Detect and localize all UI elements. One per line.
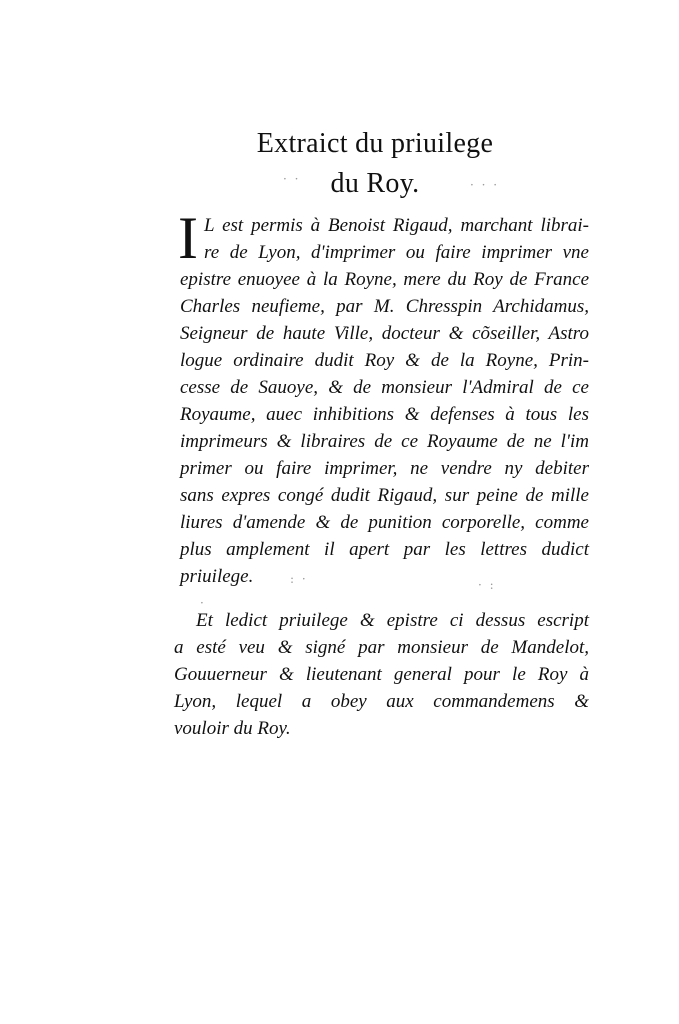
text-line: imprimeurs & libraires de ce Royaume de ne l'im (180, 431, 589, 452)
text-line: re de Lyon, d'imprimer ou faire imprimer vne (204, 242, 589, 263)
text-line: plus amplement il apert par les lettres dudict (180, 539, 589, 560)
ink-speck: · : (478, 578, 496, 592)
page-title: Extraict du priuilege (256, 128, 494, 159)
text-line: logue ordinaire dudit Roy & de la Royne, Prin- (180, 350, 589, 371)
text-line: Et ledict priuilege & epistre ci dessus escript (196, 610, 589, 631)
text-line: a esté veu & signé par monsieur de Mandelot, (174, 637, 589, 658)
ink-speck: · · · (470, 178, 500, 192)
text-line: primer ou faire imprimer, ne vendre ny debiter (180, 458, 589, 479)
text-line: Gouuerneur & lieutenant general pour le Roy à (174, 664, 589, 685)
text-line: Seigneur de haute Ville, docteur & cõseiller, Astro (180, 323, 589, 344)
ink-speck: · (200, 596, 206, 610)
drop-cap: I (178, 205, 198, 271)
text-line: sans expres congé dudit Rigaud, sur peine de mille (180, 485, 589, 506)
text-line: Royaume, auec inhibitions & defenses à tous les (180, 404, 589, 425)
ink-speck: · · (283, 172, 301, 186)
ink-speck: : · (290, 572, 308, 586)
text-line: cesse de Sauoye, & de monsieur l'Admiral de ce (180, 377, 589, 398)
text-line: priuilege. (180, 566, 254, 587)
text-line: Charles neufieme, par M. Chresspin Archidamus, (180, 296, 589, 317)
text-line: L est permis à Benoist Rigaud, marchant librai- (204, 215, 589, 236)
page-title-continuation: du Roy. (330, 168, 420, 199)
text-line: epistre enuoyee à la Royne, mere du Roy de France (180, 269, 589, 290)
text-line: vouloir du Roy. (174, 718, 291, 739)
text-line: Lyon, lequel a obey aux commandemens & (174, 691, 589, 712)
text-line: liures d'amende & de punition corporelle, comme (180, 512, 589, 533)
